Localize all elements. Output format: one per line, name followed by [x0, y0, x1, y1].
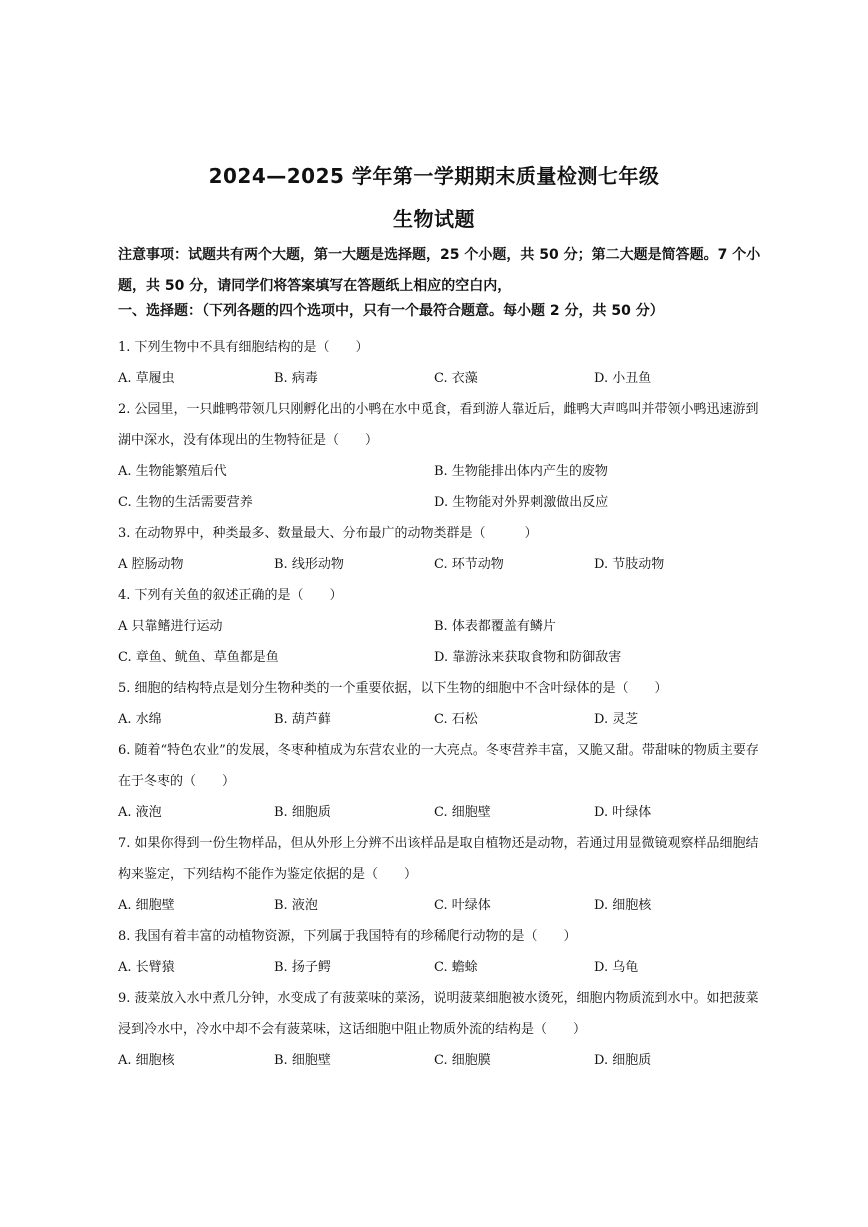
option-d: D. 灵芝: [594, 712, 639, 727]
question-stem: 5. 细胞的结构特点是划分生物种类的一个重要依据，以下生物的细胞中不含叶绿体的是（ ）: [118, 681, 668, 696]
option-d: D. 细胞质: [594, 1053, 652, 1068]
option-b: B. 生物能排出体内产生的废物: [434, 464, 608, 479]
question-stem: 2. 公园里，一只雌鸭带领几只刚孵化出的小鸭在水中觅食，看到游人靠近后，雌鸭大声鸣叫并带领小鸭迅速游到湖中深水，没有体现出的生物特征是（ ）: [118, 402, 759, 448]
option-c: C. 石松: [434, 712, 478, 727]
option-c: C. 细胞膜: [434, 1053, 491, 1068]
option-d: D. 细胞核: [594, 898, 652, 913]
question-4: [118, 580, 768, 673]
option-d: D. 生物能对外界刺激做出反应: [434, 495, 609, 510]
option-b: B. 液泡: [274, 898, 318, 913]
option-b: B. 细胞壁: [274, 1053, 331, 1068]
option-b: B. 线形动物: [274, 557, 344, 572]
question-stem: 6. 随着“特色农业”的发展，冬枣种植成为东营农业的一大亮点。冬枣营养丰富，又脆又甜。带甜味的物质主要存在于冬枣的（ ）: [118, 743, 759, 789]
option-row: [118, 890, 768, 921]
question-2: [118, 394, 768, 518]
option-d: D. 叶绿体: [594, 805, 652, 820]
option-c: C. 生物的生活需要营养: [118, 495, 253, 510]
option-a: A. 细胞核: [118, 1053, 175, 1068]
exam-subtitle: 生物试题: [393, 207, 475, 231]
option-row: [118, 797, 768, 828]
question-stem: 1. 下列生物中不具有细胞结构的是（ ）: [118, 340, 369, 355]
option-c: C. 叶绿体: [434, 898, 491, 913]
option-b: B. 体表都覆盖有鳞片: [434, 619, 556, 634]
option-a: A. 细胞壁: [118, 898, 175, 913]
option-row: [118, 704, 768, 735]
question-stem: 7. 如果你得到一份生物样品，但从外形上分辨不出该样品是取自植物还是动物，若通过用显微镜观察样品细胞结构来鉴定，下列结构不能作为鉴定依据的是（ ）: [118, 836, 759, 882]
option-a: A 腔肠动物: [118, 557, 184, 572]
question-5: [118, 673, 768, 735]
question-7: [118, 828, 768, 921]
option-a: A. 长臂猿: [118, 960, 175, 975]
question-stem: 3. 在动物界中，种类最多、数量最大、分布最广的动物类群是（ ）: [118, 526, 538, 541]
notice-text: 注意事项：试题共有两个大题，第一大题是选择题，25 个小题，共 50 分；第二大题是简答题。7 个小题，共 50 分，请同学们将答案填写在答题纸上相应的空白内，: [118, 247, 761, 294]
question-stem: 8. 我国有着丰富的动植物资源，下列属于我国特有的珍稀爬行动物的是（ ）: [118, 929, 577, 944]
option-d: D. 小丑鱼: [594, 371, 652, 386]
option-c: C. 蟾蜍: [434, 960, 478, 975]
question-8: [118, 921, 768, 983]
option-row: [118, 363, 768, 394]
option-a: A. 草履虫: [118, 371, 175, 386]
question-list: [118, 332, 768, 1076]
option-a: A. 水绵: [118, 712, 162, 727]
option-c: C. 细胞壁: [434, 805, 491, 820]
option-c: C. 环节动物: [434, 557, 504, 572]
question-1: [118, 332, 768, 394]
option-b: B. 扬子鳄: [274, 960, 331, 975]
question-9: [118, 983, 768, 1076]
option-a: A 只靠鳍进行运动: [118, 619, 223, 634]
question-stem: 9. 菠菜放入水中煮几分钟，水变成了有菠菜味的菜汤，说明菠菜细胞被水烫死，细胞内物质流到水中。如把菠菜浸到冷水中，冷水中却不会有菠菜味，这话细胞中阻止物质外流的结构是（ ）: [118, 991, 759, 1037]
option-b: B. 病毒: [274, 371, 318, 386]
option-a: A. 生物能繁殖后代: [118, 464, 227, 479]
section-heading: 一、选择题：（下列各题的四个选项中，只有一个最符合题意。每小题 2 分，共 50 分）: [118, 303, 664, 319]
option-c: C. 章鱼、鱿鱼、草鱼都是鱼: [118, 650, 279, 665]
option-b: B. 葫芦藓: [274, 712, 331, 727]
option-row: [118, 456, 768, 487]
option-d: D. 节肢动物: [594, 557, 665, 572]
option-d: D. 靠游泳来获取食物和防御敌害: [434, 650, 622, 665]
option-row: [118, 611, 768, 642]
option-row: [118, 952, 768, 983]
option-row: [118, 642, 768, 673]
question-3: [118, 518, 768, 580]
option-row: [118, 549, 768, 580]
exam-title: 2024—2025 学年第一学期期末质量检测七年级: [208, 164, 660, 188]
option-row: [118, 1045, 768, 1076]
option-c: C. 衣藻: [434, 371, 478, 386]
option-a: A. 液泡: [118, 805, 162, 820]
option-row: [118, 487, 768, 518]
option-b: B. 细胞质: [274, 805, 331, 820]
question-6: [118, 735, 768, 828]
question-stem: 4. 下列有关鱼的叙述正确的是（ ）: [118, 588, 343, 603]
option-d: D. 乌龟: [594, 960, 639, 975]
